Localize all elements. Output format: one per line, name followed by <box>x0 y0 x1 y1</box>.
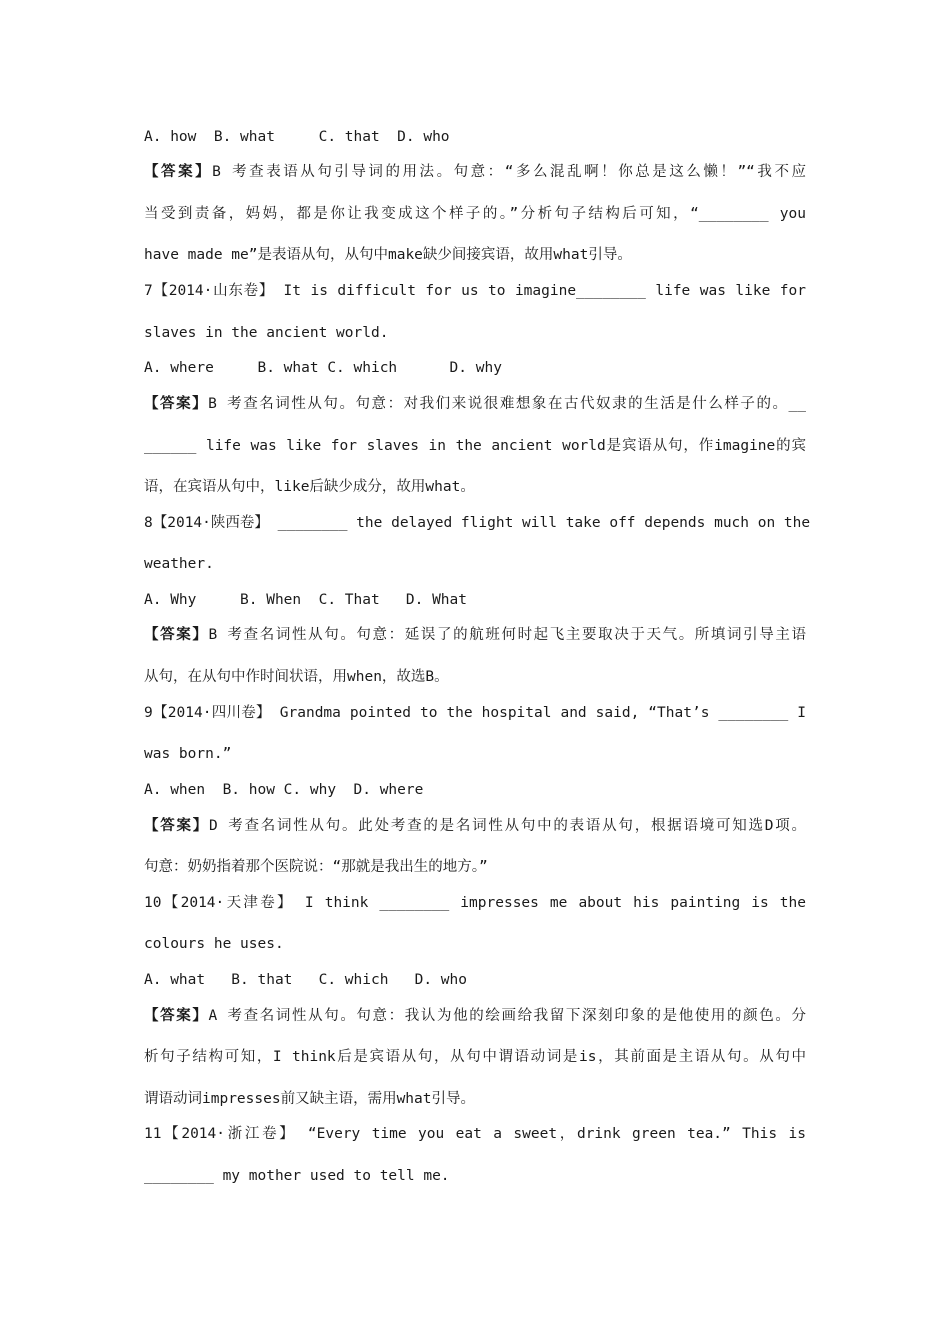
answer-q10-line3: 谓语动词impresses前又缺主语，需用what引导。 <box>144 1091 475 1107</box>
answer-label: 【答案】 <box>144 164 213 180</box>
answer-text: A 考查名词性从句。句意：我认为他的绘画给我留下深刻印象的是他使用的颜色。分 <box>208 1008 806 1024</box>
answer-text: B 考查表语从句引导词的用法。句意：“多么混乱啊！你总是这么懒！”“我不应 <box>212 164 807 180</box>
question-9-line2: was born.” <box>144 746 232 762</box>
answer-label: 【答案】 <box>144 1008 209 1024</box>
answer-q8-line2: 从句，在从句中作时间状语，用when，故选B。 <box>144 669 449 685</box>
question-10-line1: 10【2014·天津卷】 I think ________ impresses me about his painting is the <box>144 895 806 911</box>
answer-q10-line2: 析句子结构可知，I think后是宾语从句，从句中谓语动词是is，其前面是主语从句。从句中 <box>144 1049 806 1065</box>
options-q6: A. how B. what C. that D. who <box>144 129 450 145</box>
answer-q6-line2: 当受到责备，妈妈，都是你让我变成这个样子的。”分析句子结构后可知，“________ you <box>144 206 806 222</box>
question-7-line1: 7【2014·山东卷】 It is difficult for us to imagine________ life was like for <box>144 283 806 299</box>
answer-q7-line1 <box>144 394 806 414</box>
answer-q9-line2: 句意：奶奶指着那个医院说：“那就是我出生的地方。” <box>144 859 488 875</box>
question-11-line1: 11【2014·浙江卷】 “Every time you eat a sweet，drink green tea.” This is <box>144 1126 806 1142</box>
answer-q7-line3: 语，在宾语从句中，like后缺少成分，故用what。 <box>144 479 475 495</box>
question-9-line1: 9【2014·四川卷】 Grandma pointed to the hospital and said, “That’s ________ I <box>144 705 806 721</box>
options-q8: A. Why B. When C. That D. What <box>144 592 468 608</box>
question-11-line2: ________ my mother used to tell me. <box>144 1168 450 1184</box>
answer-q7-line2: ______ life was like for slaves in the ancient world是宾语从句，作imagine的宾 <box>144 438 806 454</box>
options-q7: A. where B. what C. which D. why <box>144 360 502 376</box>
question-10-line2: colours he uses. <box>144 936 284 952</box>
answer-q10-line1 <box>144 1006 806 1026</box>
options-q9: A. when B. how C. why D. where <box>144 782 424 798</box>
options-q10: A. what B. that C. which D. who <box>144 972 468 988</box>
answer-text: B 考查名词性从句。句意：对我们来说很难想象在古代奴隶的生活是什么样子的。__ <box>208 396 807 412</box>
answer-text: D 考查名词性从句。此处考查的是名词性从句中的表语从句，根据语境可知选D项。 <box>209 818 806 834</box>
answer-label: 【答案】 <box>144 396 209 412</box>
question-8-line2: weather. <box>144 556 214 572</box>
answer-label: 【答案】 <box>144 818 210 834</box>
answer-text: B 考查名词性从句。句意：延误了的航班何时起飞主要取决于天气。所填词引导主语 <box>208 627 806 643</box>
answer-q6-line1 <box>144 162 806 182</box>
question-7-line2: slaves in the ancient world. <box>144 325 389 341</box>
answer-q8-line1 <box>144 625 806 645</box>
answer-label: 【答案】 <box>144 627 209 643</box>
question-8-line1: 8【2014·陕西卷】 ________ the delayed flight will take off depends much on the <box>144 515 811 531</box>
answer-q6-line3: have made me”是表语从句，从句中make缺少间接宾语，故用what引导。 <box>144 247 632 263</box>
answer-q9-line1 <box>144 816 806 836</box>
